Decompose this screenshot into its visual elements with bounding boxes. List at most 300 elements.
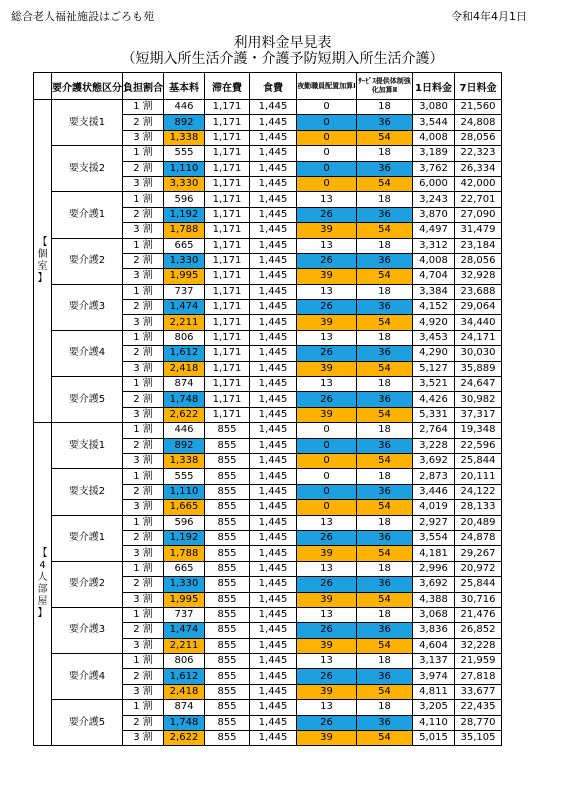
base-fee-cell: 1,788 [164,223,205,238]
table-row [34,238,502,253]
service-system-addition-cell: 18 [357,700,413,715]
night-staff-addition-cell: 0 [297,469,357,484]
stay-fee-cell: 855 [205,715,250,730]
base-fee-cell: 1,788 [164,546,205,561]
daily-total-cell: 4,704 [413,269,455,284]
weekly-total-cell: 24,808 [455,115,502,130]
night-staff-addition-cell: 13 [297,192,357,207]
daily-total-cell: 4,604 [413,638,455,653]
care-level-cell: 要介護5 [52,700,123,746]
weekly-total-cell: 26,334 [455,161,502,176]
header-night-staff-addition: 夜勤職員配置加算Ⅰ [297,73,357,100]
meal-fee-cell: 1,445 [250,577,297,592]
copay-share-cell: 3 割 [123,546,164,561]
daily-total-cell: 4,152 [413,300,455,315]
daily-total-cell: 6,000 [413,176,455,191]
copay-share-cell: 2 割 [123,161,164,176]
weekly-total-cell: 26,852 [455,623,502,638]
meal-fee-cell: 1,445 [250,438,297,453]
stay-fee-cell: 1,171 [205,392,250,407]
daily-total-cell: 3,692 [413,577,455,592]
daily-total-cell: 4,008 [413,253,455,268]
meal-fee-cell: 1,445 [250,330,297,345]
weekly-total-cell: 23,184 [455,238,502,253]
night-staff-addition-cell: 39 [297,269,357,284]
copay-share-cell: 3 割 [123,638,164,653]
weekly-total-cell: 20,111 [455,469,502,484]
night-staff-addition-cell: 26 [297,346,357,361]
stay-fee-cell: 855 [205,546,250,561]
meal-fee-cell: 1,445 [250,469,297,484]
copay-share-cell: 1 割 [123,561,164,576]
stay-fee-cell: 855 [205,607,250,622]
night-staff-addition-cell: 39 [297,407,357,422]
meal-fee-cell: 1,445 [250,561,297,576]
stay-fee-cell: 855 [205,731,250,746]
copay-share-cell: 1 割 [123,377,164,392]
meal-fee-cell: 1,445 [250,392,297,407]
night-staff-addition-cell: 39 [297,592,357,607]
care-level-cell: 要介護2 [52,561,123,607]
copay-share-cell: 1 割 [123,192,164,207]
meal-fee-cell: 1,445 [250,176,297,191]
night-staff-addition-cell: 13 [297,284,357,299]
stay-fee-cell: 1,171 [205,315,250,330]
stay-fee-cell: 855 [205,592,250,607]
service-system-addition-cell: 18 [357,330,413,345]
night-staff-addition-cell: 0 [297,438,357,453]
night-staff-addition-cell: 0 [297,176,357,191]
night-staff-addition-cell: 13 [297,700,357,715]
service-system-addition-cell: 36 [357,623,413,638]
meal-fee-cell: 1,445 [250,115,297,130]
daily-total-cell: 4,290 [413,346,455,361]
weekly-total-cell: 22,701 [455,192,502,207]
base-fee-cell: 1,192 [164,530,205,545]
service-system-addition-cell: 54 [357,223,413,238]
stay-fee-cell: 1,171 [205,300,250,315]
stay-fee-cell: 1,171 [205,100,250,115]
stay-fee-cell: 855 [205,453,250,468]
daily-total-cell: 4,811 [413,684,455,699]
meal-fee-cell: 1,445 [250,300,297,315]
meal-fee-cell: 1,445 [250,700,297,715]
service-system-addition-cell: 18 [357,192,413,207]
service-system-addition-cell: 18 [357,146,413,161]
stay-fee-cell: 855 [205,500,250,515]
table-row [34,192,502,207]
header-stay-fee: 滞在費 [205,73,250,100]
copay-share-cell: 2 割 [123,530,164,545]
service-system-addition-cell: 18 [357,238,413,253]
meal-fee-cell: 1,445 [250,207,297,222]
copay-share-cell: 3 割 [123,176,164,191]
copay-share-cell: 1 割 [123,330,164,345]
service-system-addition-cell: 36 [357,715,413,730]
weekly-total-cell: 34,440 [455,315,502,330]
daily-total-cell: 3,068 [413,607,455,622]
base-fee-cell: 665 [164,561,205,576]
weekly-total-cell: 21,560 [455,100,502,115]
service-system-addition-cell: 54 [357,546,413,561]
stay-fee-cell: 855 [205,515,250,530]
header-daily-total: 1日料金 [413,73,455,100]
service-system-addition-cell: 18 [357,100,413,115]
copay-share-cell: 3 割 [123,361,164,376]
night-staff-addition-cell: 26 [297,207,357,222]
stay-fee-cell: 855 [205,423,250,438]
daily-total-cell: 3,446 [413,484,455,499]
service-system-addition-cell: 18 [357,515,413,530]
base-fee-cell: 1,330 [164,253,205,268]
meal-fee-cell: 1,445 [250,100,297,115]
care-level-cell: 要支援1 [52,100,123,146]
service-system-addition-cell: 36 [357,530,413,545]
meal-fee-cell: 1,445 [250,269,297,284]
night-staff-addition-cell: 39 [297,315,357,330]
meal-fee-cell: 1,445 [250,192,297,207]
header-copay-share: 負担割合 [123,73,164,100]
stay-fee-cell: 1,171 [205,130,250,145]
table-row [34,423,502,438]
service-system-addition-cell: 36 [357,207,413,222]
stay-fee-cell: 855 [205,700,250,715]
night-staff-addition-cell: 39 [297,223,357,238]
copay-share-cell: 2 割 [123,392,164,407]
night-staff-addition-cell: 26 [297,253,357,268]
service-system-addition-cell: 18 [357,469,413,484]
night-staff-addition-cell: 13 [297,377,357,392]
night-staff-addition-cell: 13 [297,561,357,576]
daily-total-cell: 4,388 [413,592,455,607]
stay-fee-cell: 855 [205,623,250,638]
base-fee-cell: 555 [164,469,205,484]
weekly-total-cell: 27,090 [455,207,502,222]
base-fee-cell: 596 [164,515,205,530]
fee-table-body [34,100,502,746]
weekly-total-cell: 31,479 [455,223,502,238]
night-staff-addition-cell: 26 [297,669,357,684]
copay-share-cell: 1 割 [123,284,164,299]
copay-share-cell: 1 割 [123,654,164,669]
care-level-cell: 要支援1 [52,423,123,469]
base-fee-cell: 874 [164,700,205,715]
base-fee-cell: 665 [164,238,205,253]
service-system-addition-cell: 18 [357,284,413,299]
care-level-cell: 要介護2 [52,238,123,284]
header-meal-fee: 食費 [250,73,297,100]
meal-fee-cell: 1,445 [250,546,297,561]
service-system-addition-cell: 54 [357,500,413,515]
care-level-cell: 要介護4 [52,330,123,376]
meal-fee-cell: 1,445 [250,284,297,299]
copay-share-cell: 3 割 [123,269,164,284]
copay-share-cell: 2 割 [123,623,164,638]
copay-share-cell: 1 割 [123,515,164,530]
weekly-total-cell: 42,000 [455,176,502,191]
daily-total-cell: 3,762 [413,161,455,176]
stay-fee-cell: 855 [205,561,250,576]
copay-share-cell: 2 割 [123,669,164,684]
table-row [34,515,502,530]
page-subtitle: （短期入所生活介護・介護予防短期入所生活介護） [121,51,444,67]
night-staff-addition-cell: 0 [297,161,357,176]
night-staff-addition-cell: 26 [297,577,357,592]
copay-share-cell: 2 割 [123,253,164,268]
meal-fee-cell: 1,445 [250,669,297,684]
base-fee-cell: 2,211 [164,315,205,330]
service-system-addition-cell: 54 [357,315,413,330]
night-staff-addition-cell: 13 [297,607,357,622]
stay-fee-cell: 1,171 [205,253,250,268]
night-staff-addition-cell: 0 [297,146,357,161]
meal-fee-cell: 1,445 [250,715,297,730]
weekly-total-cell: 21,959 [455,654,502,669]
daily-total-cell: 3,080 [413,100,455,115]
copay-share-cell: 2 割 [123,715,164,730]
base-fee-cell: 2,418 [164,361,205,376]
base-fee-cell: 2,211 [164,638,205,653]
copay-share-cell: 2 割 [123,438,164,453]
copay-share-cell: 1 割 [123,700,164,715]
meal-fee-cell: 1,445 [250,623,297,638]
service-system-addition-cell: 54 [357,731,413,746]
copay-share-cell: 3 割 [123,407,164,422]
stay-fee-cell: 1,171 [205,361,250,376]
daily-total-cell: 5,127 [413,361,455,376]
stay-fee-cell: 855 [205,530,250,545]
header-care-level: 要介護状態区分 [52,73,123,100]
base-fee-cell: 446 [164,423,205,438]
copay-share-cell: 3 割 [123,500,164,515]
weekly-total-cell: 35,105 [455,731,502,746]
base-fee-cell: 446 [164,100,205,115]
header-room-type [34,73,52,100]
night-staff-addition-cell: 0 [297,115,357,130]
night-staff-addition-cell: 0 [297,500,357,515]
daily-total-cell: 5,015 [413,731,455,746]
daily-total-cell: 4,181 [413,546,455,561]
base-fee-cell: 1,995 [164,269,205,284]
base-fee-cell: 1,110 [164,484,205,499]
service-system-addition-cell: 18 [357,607,413,622]
stay-fee-cell: 855 [205,484,250,499]
table-row [34,377,502,392]
stay-fee-cell: 1,171 [205,269,250,284]
base-fee-cell: 1,748 [164,392,205,407]
room-type-char: 屋 [37,596,48,608]
care-level-cell: 要介護3 [52,607,123,653]
service-system-addition-cell: 54 [357,638,413,653]
base-fee-cell: 1,665 [164,500,205,515]
base-fee-cell: 1,748 [164,715,205,730]
meal-fee-cell: 1,445 [250,654,297,669]
page-title: 利用料金早見表 [233,35,332,51]
base-fee-cell: 1,192 [164,207,205,222]
weekly-total-cell: 22,323 [455,146,502,161]
meal-fee-cell: 1,445 [250,253,297,268]
table-row [34,330,502,345]
copay-share-cell: 3 割 [123,453,164,468]
service-system-addition-cell: 54 [357,453,413,468]
night-staff-addition-cell: 26 [297,300,357,315]
weekly-total-cell: 24,647 [455,377,502,392]
room-type-char: 】 [37,608,48,620]
copay-share-cell: 2 割 [123,577,164,592]
header-base-fee: 基本料 [164,73,205,100]
base-fee-cell: 806 [164,654,205,669]
care-level-cell: 要支援2 [52,146,123,192]
service-system-addition-cell: 36 [357,669,413,684]
meal-fee-cell: 1,445 [250,161,297,176]
night-staff-addition-cell: 39 [297,361,357,376]
daily-total-cell: 4,008 [413,130,455,145]
night-staff-addition-cell: 0 [297,100,357,115]
daily-total-cell: 3,453 [413,330,455,345]
weekly-total-cell: 20,489 [455,515,502,530]
base-fee-cell: 1,612 [164,669,205,684]
copay-share-cell: 2 割 [123,484,164,499]
meal-fee-cell: 1,445 [250,684,297,699]
base-fee-cell: 1,995 [164,592,205,607]
service-system-addition-cell: 54 [357,407,413,422]
copay-share-cell: 1 割 [123,100,164,115]
stay-fee-cell: 855 [205,654,250,669]
night-staff-addition-cell: 39 [297,546,357,561]
weekly-total-cell: 32,928 [455,269,502,284]
table-row [34,607,502,622]
copay-share-cell: 1 割 [123,146,164,161]
daily-total-cell: 5,331 [413,407,455,422]
base-fee-cell: 737 [164,284,205,299]
weekly-total-cell: 35,889 [455,361,502,376]
weekly-total-cell: 24,122 [455,484,502,499]
daily-total-cell: 3,312 [413,238,455,253]
weekly-total-cell: 32,228 [455,638,502,653]
weekly-total-cell: 25,844 [455,577,502,592]
night-staff-addition-cell: 39 [297,684,357,699]
daily-total-cell: 3,205 [413,700,455,715]
service-system-addition-cell: 36 [357,253,413,268]
daily-total-cell: 3,521 [413,377,455,392]
night-staff-addition-cell: 13 [297,238,357,253]
stay-fee-cell: 1,171 [205,207,250,222]
meal-fee-cell: 1,445 [250,377,297,392]
weekly-total-cell: 30,030 [455,346,502,361]
service-system-addition-cell: 18 [357,654,413,669]
service-system-addition-cell: 18 [357,377,413,392]
service-system-addition-cell: 54 [357,592,413,607]
base-fee-cell: 555 [164,146,205,161]
service-system-addition-cell: 36 [357,161,413,176]
stay-fee-cell: 1,171 [205,176,250,191]
weekly-total-cell: 23,688 [455,284,502,299]
night-staff-addition-cell: 26 [297,392,357,407]
stay-fee-cell: 1,171 [205,346,250,361]
daily-total-cell: 3,554 [413,530,455,545]
copay-share-cell: 3 割 [123,315,164,330]
stay-fee-cell: 1,171 [205,284,250,299]
base-fee-cell: 1,474 [164,623,205,638]
stay-fee-cell: 1,171 [205,330,250,345]
stay-fee-cell: 1,171 [205,223,250,238]
service-system-addition-cell: 54 [357,684,413,699]
base-fee-cell: 874 [164,377,205,392]
copay-share-cell: 3 割 [123,731,164,746]
table-row [34,100,502,115]
service-system-addition-cell: 36 [357,300,413,315]
stay-fee-cell: 855 [205,438,250,453]
meal-fee-cell: 1,445 [250,592,297,607]
meal-fee-cell: 1,445 [250,130,297,145]
daily-total-cell: 4,019 [413,500,455,515]
night-staff-addition-cell: 39 [297,731,357,746]
copay-share-cell: 3 割 [123,130,164,145]
night-staff-addition-cell: 13 [297,330,357,345]
base-fee-cell: 1,338 [164,453,205,468]
weekly-total-cell: 21,476 [455,607,502,622]
night-staff-addition-cell: 0 [297,423,357,438]
meal-fee-cell: 1,445 [250,361,297,376]
night-staff-addition-cell: 26 [297,715,357,730]
room-type-char: 】 [37,273,48,285]
service-system-addition-cell: 36 [357,438,413,453]
base-fee-cell: 2,622 [164,407,205,422]
care-level-cell: 要介護4 [52,654,123,700]
night-staff-addition-cell: 0 [297,130,357,145]
table-row [34,561,502,576]
copay-share-cell: 1 割 [123,238,164,253]
room-type-char: 4 [39,560,46,572]
base-fee-cell: 1,330 [164,577,205,592]
weekly-total-cell: 19,348 [455,423,502,438]
stay-fee-cell: 855 [205,577,250,592]
weekly-total-cell: 30,982 [455,392,502,407]
service-system-addition-cell: 18 [357,561,413,576]
stay-fee-cell: 1,171 [205,192,250,207]
table-row [34,146,502,161]
meal-fee-cell: 1,445 [250,423,297,438]
service-system-addition-cell: 54 [357,130,413,145]
base-fee-cell: 892 [164,115,205,130]
header-row [34,73,502,100]
daily-total-cell: 3,974 [413,669,455,684]
meal-fee-cell: 1,445 [250,607,297,622]
weekly-total-cell: 29,267 [455,546,502,561]
weekly-total-cell: 28,056 [455,130,502,145]
stay-fee-cell: 1,171 [205,407,250,422]
copay-share-cell: 1 割 [123,607,164,622]
weekly-total-cell: 25,844 [455,453,502,468]
table-row [34,700,502,715]
daily-total-cell: 3,228 [413,438,455,453]
room-type-char: 【 [37,548,48,560]
room-type-char: 個 [37,249,48,261]
effective-date: 令和4年4月1日 [451,10,527,23]
meal-fee-cell: 1,445 [250,453,297,468]
table-row [34,654,502,669]
room-type-char: 部 [37,584,48,596]
stay-fee-cell: 855 [205,638,250,653]
weekly-total-cell: 28,056 [455,253,502,268]
service-system-addition-cell: 54 [357,176,413,191]
copay-share-cell: 3 割 [123,684,164,699]
night-staff-addition-cell: 39 [297,638,357,653]
night-staff-addition-cell: 0 [297,453,357,468]
base-fee-cell: 737 [164,607,205,622]
header-service-system-addition: ｻｰﾋﾞｽ提供体制強化加算Ⅱ [357,73,413,100]
service-system-addition-cell: 18 [357,423,413,438]
